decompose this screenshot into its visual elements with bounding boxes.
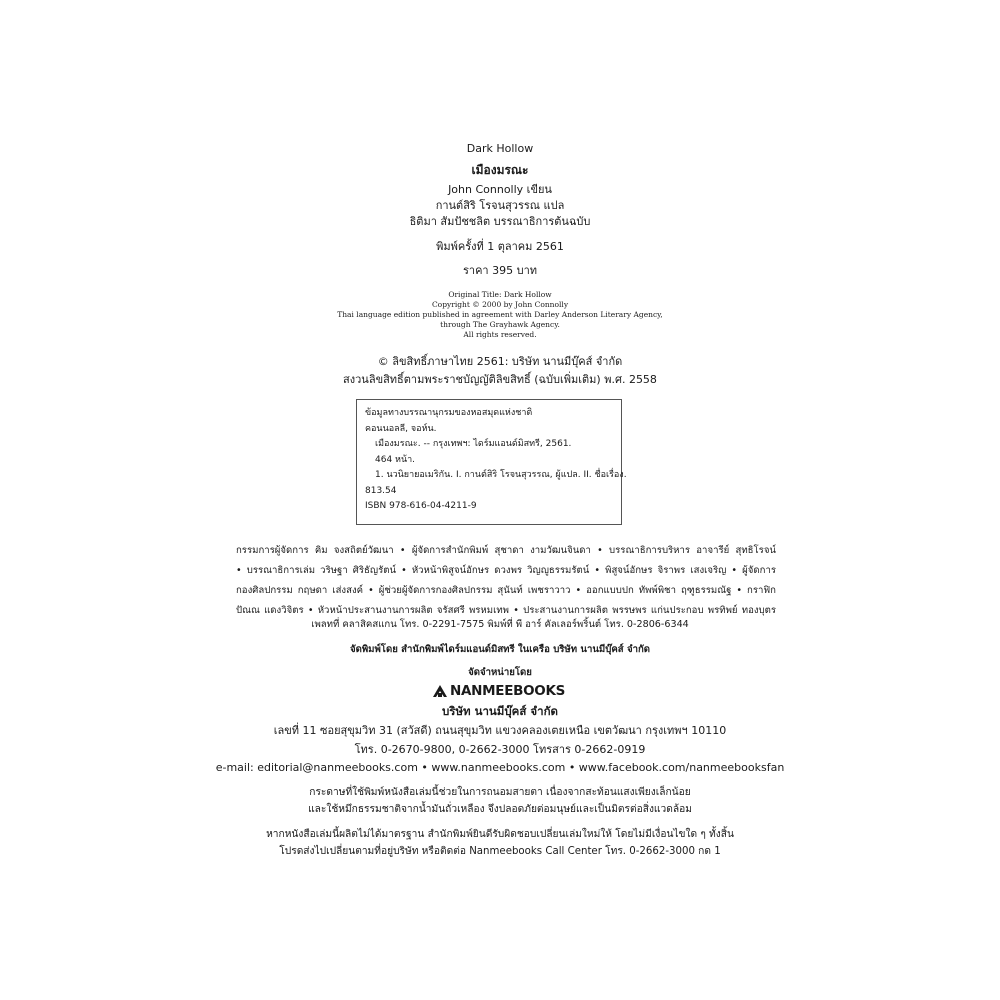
edition-line: พิมพ์ครั้งที่ 1 ตุลาคม 2561: [436, 240, 564, 253]
book-logo-icon: [432, 683, 448, 699]
author-line: John Connolly เขียน: [448, 183, 552, 196]
company-name: บริษัท นานมีบุ๊คส์ จำกัด: [441, 704, 559, 718]
rights-th-1: © ลิขสิทธิ์ภาษาไทย 2561: บริษัท นานมีบุ๊คส์ จำกัด: [377, 355, 623, 368]
rights-en-4: through The Grayhawk Agency.: [440, 320, 560, 329]
cip-subjects: 1. นวนิยายอเมริกัน. I. กานต์สิริ โรจนสุวรรณ, ผู้แปล. II. ชื่อเรื่อง.: [375, 470, 627, 480]
original-title: Dark Hollow: [466, 142, 534, 155]
thai-title: เมืองมรณะ: [471, 163, 529, 177]
address-line: เลขที่ 11 ซอยสุขุมวิท 31 (สวัสดี) ถนนสุขุมวิท แขวงคลองเตยเหนือ เขตวัฒนา กรุงเทพฯ 10110: [273, 724, 727, 737]
rights-en-1: Original Title: Dark Hollow: [448, 290, 552, 299]
rights-en-3: Thai language edition published in agreement with Darley Anderson Literary Agency,: [337, 310, 663, 319]
paper-notice-2: และใช้หมึกธรรมชาติจากน้ำมันถั่วเหลือง จึงปลอดภัยต่อมนุษย์และเป็นมิตรต่อสิ่งแวดล้อม: [308, 804, 692, 815]
translator-line: กานต์สิริ โรจนสุวรรณ แปล: [435, 199, 565, 212]
staff-line-4: ปัณณ แดงวิจิตร • หัวหน้าประสานงานการผลิต จรัสศรี พรหมเทพ • ประสานงานการผลิต พรรษพร แก่นประกอบ พรทิพย์ ทองบุตร: [236, 605, 776, 616]
distributor-label: จัดจำหน่ายโดย: [468, 667, 532, 678]
cip-title: เมืองมรณะ. -- กรุงเทพฯ: ไดร์มแอนด์มิสทรี, 2561.: [375, 439, 572, 449]
cip-pages: 464 หน้า.: [375, 454, 416, 465]
price-line: ราคา 395 บาท: [462, 264, 538, 277]
staff-line-1: กรรมการผู้จัดการ คิม จงสถิตย์วัฒนา • ผู้จัดการสำนักพิมพ์ สุชาดา งามวัฒนจินดา • บรรณาธิการบริหาร อาจารีย์ สุทธิโรจน์: [236, 545, 776, 556]
rights-en-5: All rights reserved.: [463, 330, 537, 339]
web-line: e-mail: editorial@nanmeebooks.com • www.nanmeebooks.com • www.facebook.com/nanmeebooksfan: [215, 761, 785, 774]
cip-author: คอนนอลลี, จอห์น.: [365, 423, 437, 434]
staff-line-3: กองศิลปกรรม กฤษดา เส่งสงค์ • ผู้ช่วยผู้จัดการกองศิลปกรรม สุนันท์ เพชราวาว • ออกแบบปก ทัพพ์พิชา ฤฑูธรรมณัฐ • กราฟิก: [236, 585, 776, 596]
logo-text: NANMEEBOOKS: [450, 683, 566, 699]
defect-notice-2: โปรดส่งไปเปลี่ยนตามที่อยู่บริษัท หรือติดต่อ Nanmeebooks Call Center โทร. 0-2662-3000 กด 1: [279, 846, 721, 857]
nanmeebooks-logo: [432, 682, 572, 700]
paper-notice-1: กระดาษที่ใช้พิมพ์หนังสือเล่มนี้ช่วยในการถนอมสายตา เนื่องจากสะท้อนแสงเพียงเล็กน้อย: [309, 787, 691, 798]
cip-class-no: 813.54: [365, 485, 397, 496]
rights-en-2: Copyright © 2000 by John Connolly: [431, 300, 569, 309]
defect-notice-1: หากหนังสือเล่มนี้ผลิตไม่ได้มาตรฐาน สำนักพิมพ์ยินดีรับผิดชอบเปลี่ยนเล่มใหม่ให้ โดยไม่มีเงื่อนไขใด ๆ ทั้งสิ้น: [266, 829, 734, 840]
cip-isbn: ISBN 978-616-04-4211-9: [365, 501, 477, 511]
printing-line: เพลทที่ คลาสิคสแกน โทร. 0-2291-7575 พิมพ์ที่ พี อาร์ คัลเลอร์พริ้นต์ โทร. 0-2806-6344: [311, 619, 689, 630]
staff-line-2: • บรรณาธิการเล่ม วริษฐา ศิริธัญรัตน์ • หัวหน้าพิสูจน์อักษร ดวงพร วิญญูธรรมรัตน์ • พิสูจน์อักษร จิราพร เสงเจริญ • ผู้จัดการ: [236, 565, 776, 576]
rights-th-2: สงวนลิขสิทธิ์ตามพระราชบัญญัติลิขสิทธิ์ (ฉบับเพิ่มเติม) พ.ศ. 2558: [343, 373, 657, 386]
phone-line: โทร. 0-2670-9800, 0-2662-3000 โทรสาร 0-2662-0919: [354, 743, 646, 756]
cip-heading: ข้อมูลทางบรรณานุกรมของหอสมุดแห่งชาติ: [365, 408, 533, 418]
editor-line: ธิติมา สัมปัชชลิต บรรณาธิการต้นฉบับ: [409, 215, 591, 228]
publisher-line: จัดพิมพ์โดย สำนักพิมพ์ไดร์มแอนด์มิสทรี ในเครือ บริษัท นานมีบุ๊คส์ จำกัด: [349, 644, 650, 655]
cip-box: [356, 399, 627, 525]
